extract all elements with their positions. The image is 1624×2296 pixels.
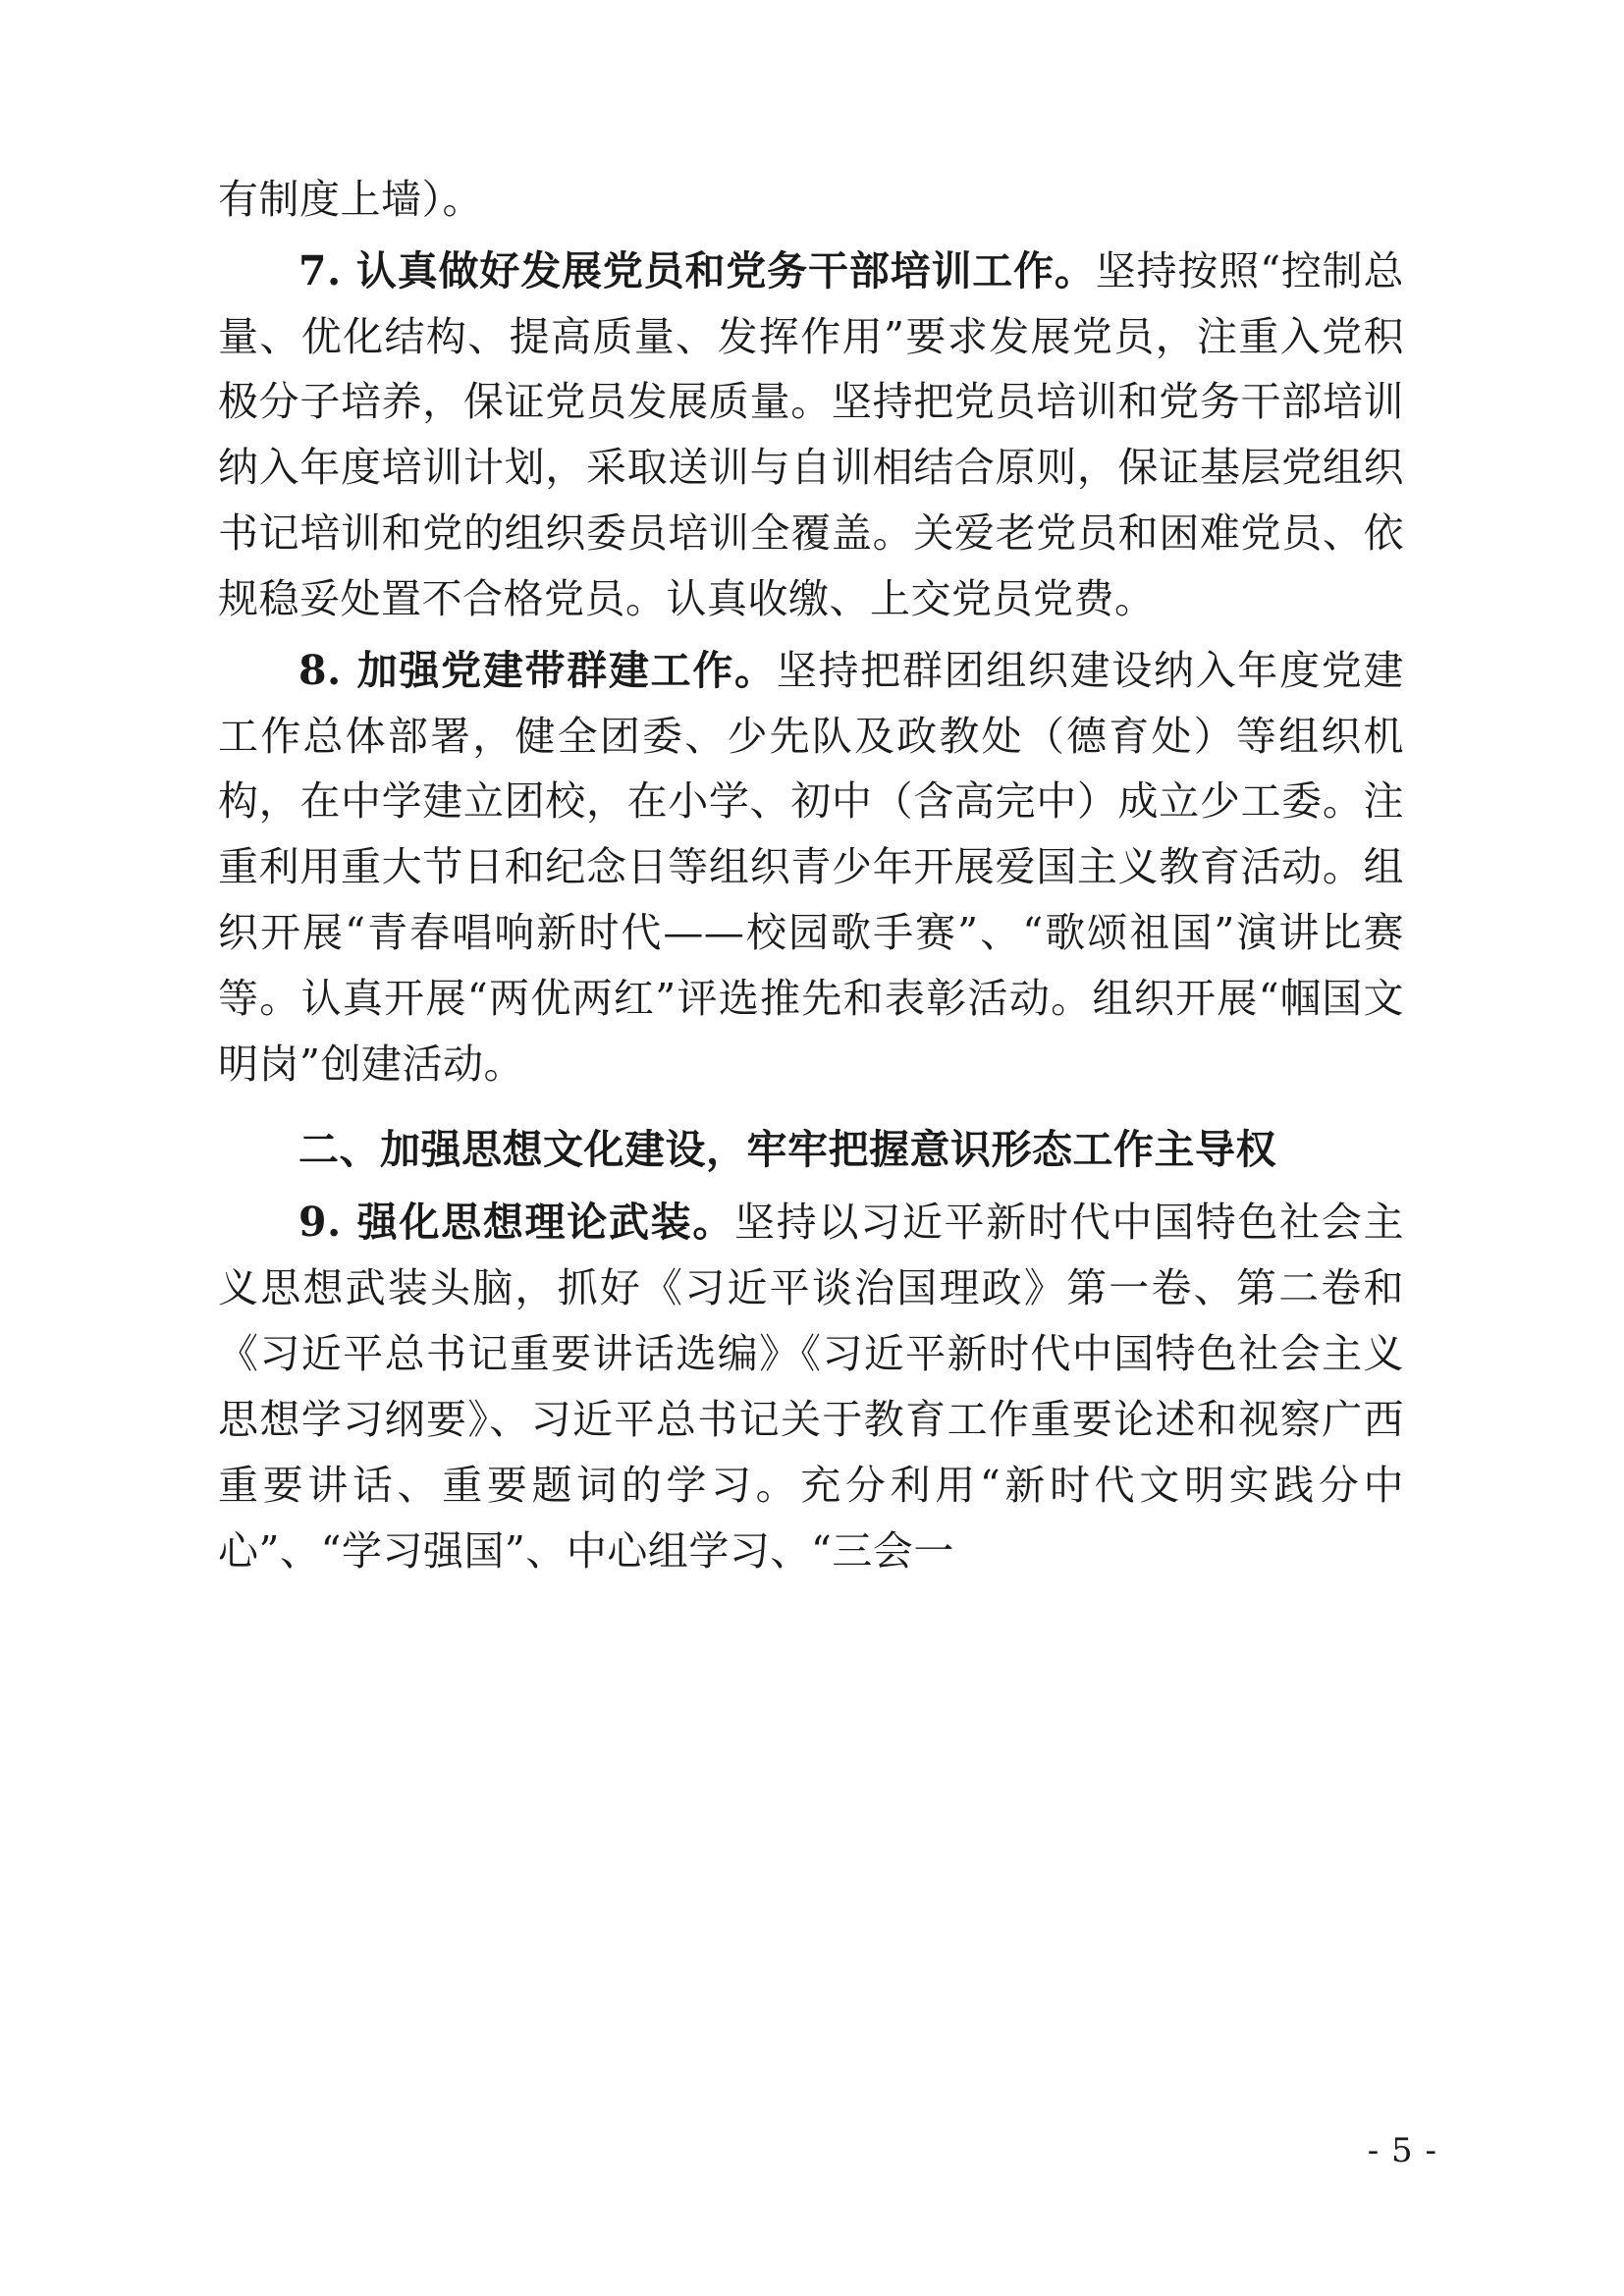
paragraph-lead-9: 9. 强化思想理论武装。 <box>298 1199 735 1247</box>
paragraph-continuation <box>218 167 1404 233</box>
paragraph-lead-7: 7. 认真做好发展党员和党务干部培训工作。 <box>298 246 1096 294</box>
document-body <box>218 167 1404 1589</box>
paragraph-text-8: 坚持把群团组织建设纳入年度党建工作总体部署，健全团委、少先队及政教处（德育处）等组织机构，在中学建立团校，在小学、初中（含高完中）成立少工委。注重利用重大节日和纪念日等组织青少年开展爱国主义教育活动。组织开展“青春唱响新时代——校园歌手赛”、“歌颂祖国”演讲比赛等。认真开展“两优两红”评选推先和表彰活动。组织开展“帼国文明岗”创建活动。 <box>218 646 1405 1088</box>
paragraph-text-7: 坚持按照“控制总量、优化结构、提高质量、发挥作用”要求发展党员，注重入党积极分子培养，保证党员发展质量。坚持把党员培训和党务干部培训纳入年度培训计划，采取送训与自训相结合原则，保证基层党组织书记培训和党的组织委员培训全覆盖。关爱老党员和困难党员、依规稳妥处置不合格党员。认真收缴、上交党员党费。 <box>218 246 1405 622</box>
page-number: - 5 - <box>1367 2131 1437 2170</box>
section-heading-2 <box>218 1117 1404 1183</box>
paragraph-text: 有制度上墙）。 <box>218 176 483 223</box>
section-heading-text: 二、加强思想文化建设，牢牢把握意识形态工作主导权 <box>298 1125 1276 1173</box>
paragraph-text-9: 坚持以习近平新时代中国特色社会主义思想武装头脑，抓好《习近平谈治国理政》第一卷、第二卷和《习近平总书记重要讲话选编》《习近平新时代中国特色社会主义思想学习纲要》、习近平总书记关于教育工作重要论述和视察广西重要讲话、重要题词的学习。充分利用“新时代文明实践分中心”、“学习强国”、中心组学习、“三会一 <box>218 1199 1404 1575</box>
paragraph-item-9 <box>218 1190 1404 1583</box>
paragraph-item-8 <box>218 638 1404 1097</box>
paragraph-item-7 <box>218 239 1404 632</box>
paragraph-lead-8: 8. 加强党建带群建工作。 <box>298 646 777 694</box>
